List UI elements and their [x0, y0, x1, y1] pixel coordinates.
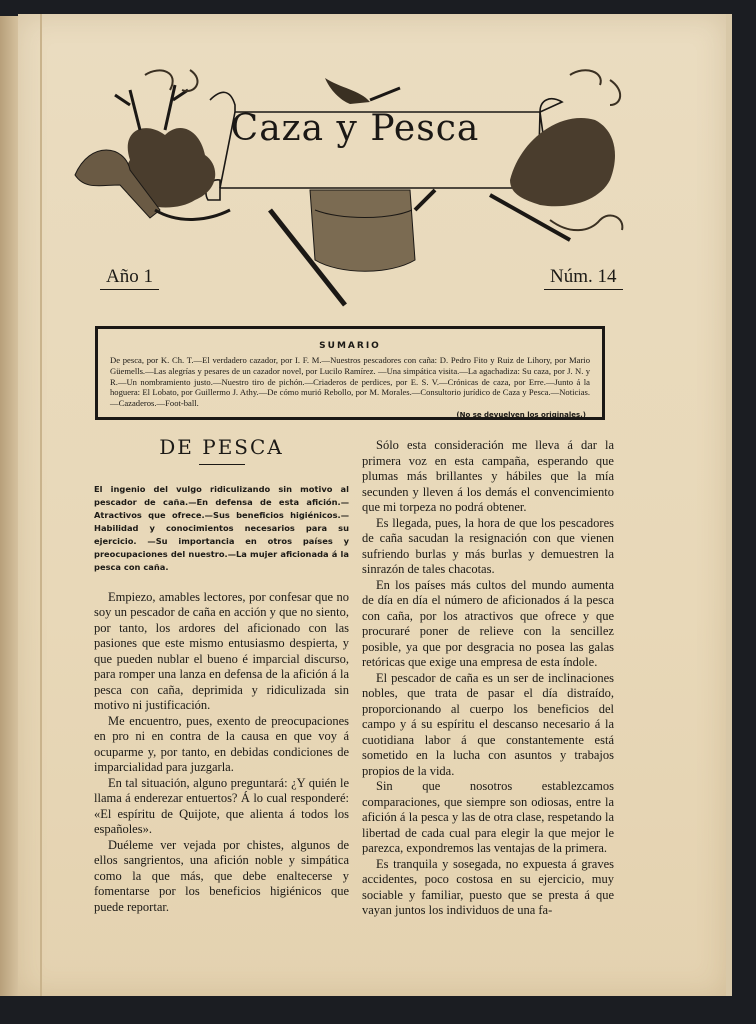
paragraph: Me encuentro, pues, exento de preocupaciones en pro ni en contra de la causa en que voy á ocuparme y, por tanto, en debidas condiciones de imparcialidad para juzgarla.: [94, 713, 349, 774]
paragraph: Duéleme ver vejada por chistes, algunos de ellos sangrientos, una afición noble y simpática como la que más, que debe enaltecerse y fomentarse por los beneficios higiénicos que puede reportar.: [94, 837, 349, 914]
paragraph: Sin que nosotros establezcamos comparaciones, que siempre son odiosas, entre la afición á la pesca y las de otra clase, respetando la libertad de cada cual para elegir la que mejor le parezca, expondremos las ventajas de la primera.: [362, 779, 614, 855]
issue-number: Núm. 14: [544, 266, 623, 290]
paragraph: Sólo esta consideración me lleva á dar la primera voz en esta campaña, esperando que plumas más brillantes y hábiles que la mía secunden y lleven á los demás el convencimiento que mi torpeza no podrá obtener.: [362, 438, 614, 514]
article-column-left: [94, 435, 349, 915]
magazine-title: Caza y Pesca: [230, 108, 480, 149]
paragraph: En los países más cultos del mundo aumenta de día en día el número de aficionados á la pesca con caña, por los atractivos que ofrece y que procuraré poner de relieve con la sencillez posible, ya que por desgracia no posea las galas retóricas que exige una empresa de esta índole.: [362, 577, 614, 669]
paragraph: Es tranquila y sosegada, no expuesta á graves accidentes, poco costosa en su ejercicio, muy sociable y familiar, puesto que se presta á que vayan juntos los individuos de una fa-: [362, 856, 614, 917]
page-edge: [726, 14, 732, 996]
paragraph: En tal situación, alguno preguntará: ¿Y quién le llama á enderezar entuertos? Á lo cual responderé: «El espíritu de Quijote, que alienta á todos los españoles».: [94, 775, 349, 836]
sumario-heading: SUMARIO: [319, 341, 381, 351]
sumario-box: [95, 326, 605, 420]
boar-head-icon: [490, 70, 622, 240]
paragraph: El pescador de caña es un ser de inclinaciones nobles, que trata de pasar el día distraído, proporcionando al cuerpo los beneficios del campo y á su espíritu el descanso necesario á la cuotidiana labor á que constantemente está sometido en la lucha con asuntos y trabajos propios de la vida.: [362, 670, 614, 778]
headline-rule: [199, 464, 245, 465]
game-bag-icon: [270, 190, 435, 305]
page-fold: [40, 14, 42, 996]
article-column-right: [362, 438, 614, 919]
article-summary: El ingenio del vulgo ridiculizando sin motivo al pescador de caña.—En defensa de esta afición.—Atractivos que ofrece.—Sus beneficios higiénicos.—Habilidad y conocimientos necesarios para su ejercicio. —Su importancia en otros países y preocupaciones del nuestro.—La mujer aficionada á la pesca con caña.: [94, 483, 349, 572]
sumario-body: De pesca, por K. Ch. T.—El verdadero cazador, por I. F. M.—Nuestros pescadores con caña: D. Pedro Fito y Ruiz de Lihory, por Mario Güemells.—Las alegrías y pesares de un cazador novel, por Lucilo Ramírez. —Una simpática visita.—La agachadiza: Su caza, por J. N. y R.—Un nombramiento justo.—Nuestro tiro de pichón.—Criaderos de perdices, por E. S. V.—Crónicas de caza, por Erre.—Junto á la hoguera: El Lobato, por Guillermo J. Athy.—De cómo murió Rebollo, por M. Morales.—Consultorio jurídico de Caza y Pesca.—Noticias.—Cazaderos.—Foot-ball.: [110, 355, 590, 409]
article-headline: DE PESCA: [159, 435, 284, 459]
issue-year: Año 1: [100, 266, 159, 290]
paragraph: Empiezo, amables lectores, por confesar que no soy un pescador de caña en acción y que no siento, por tanto, los ardores del aficionado con las pasiones que este mismo entusiasmo despierta, y que pueden nublar el bueno é imparcial discurso, para romper una lanza en defensa de la afición á la pesca con caña, deprimida y ridiculizada sin motivo ni justificación.: [94, 589, 349, 712]
quail-icon: [325, 78, 400, 104]
sumario-note: (No se devuelven los originales.): [456, 410, 586, 419]
paragraph: Es llegada, pues, la hora de que los pescadores de caña sacudan la resignación con que vienen sufriendo burlas y más burlas y demuestren la sinrazón de tales chacotas.: [362, 515, 614, 576]
